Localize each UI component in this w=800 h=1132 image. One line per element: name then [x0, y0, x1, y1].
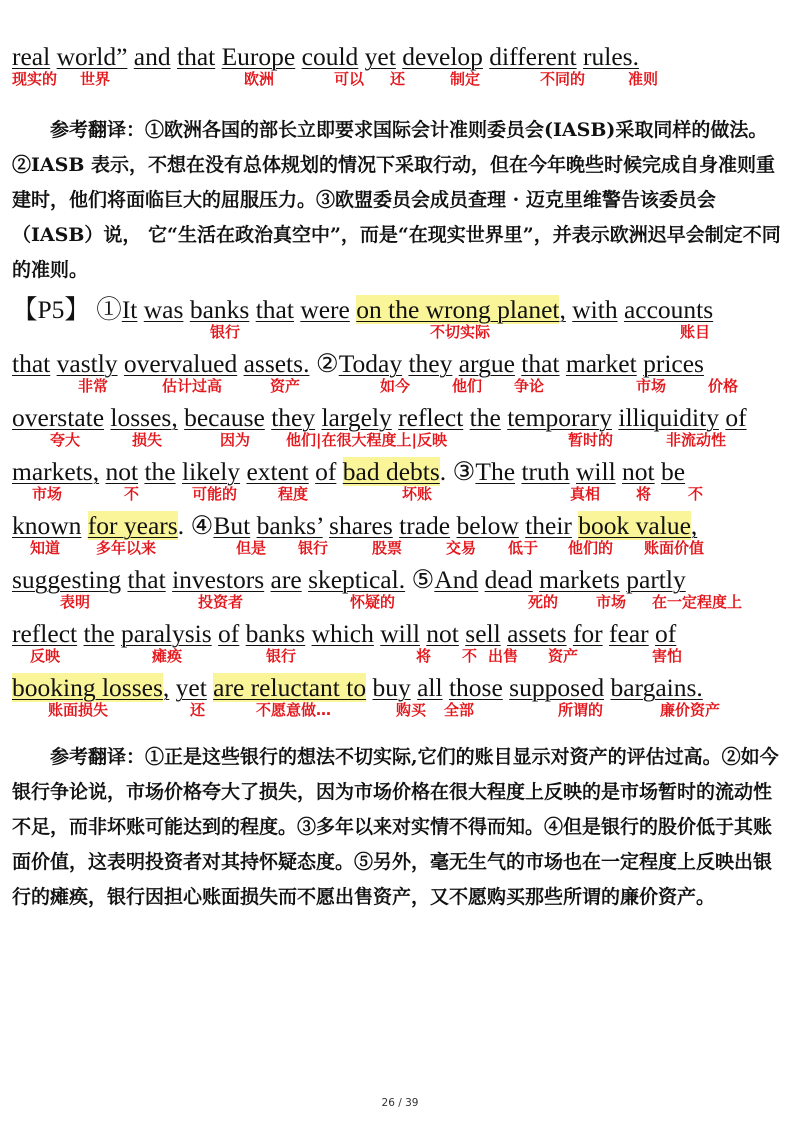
gloss-word: 银行	[298, 539, 329, 557]
gloss-word: 但是	[236, 539, 267, 557]
gloss-word: 还	[390, 70, 406, 88]
gloss-word: 他们|在很大程度上|反映	[286, 431, 447, 449]
gloss-word: 不愿意做…	[256, 701, 332, 719]
english-word: vastly	[56, 349, 118, 378]
english-word: all	[417, 673, 443, 702]
gloss-word: 资产	[270, 377, 301, 395]
english-word: temporary	[507, 403, 612, 432]
gloss-word: 市场	[32, 485, 63, 503]
gloss-word: 将	[416, 647, 432, 665]
text-fragment	[336, 457, 342, 486]
gloss-word: 全部	[444, 701, 475, 719]
gloss-word: 制定	[450, 70, 481, 88]
gloss-word: 将	[636, 485, 652, 503]
chinese-gloss-row	[12, 483, 792, 507]
english-word: were	[300, 295, 350, 324]
gloss-word: 准则	[628, 70, 659, 88]
english-word: rules.	[583, 42, 639, 71]
gloss-word: 市场	[636, 377, 667, 395]
english-word: which	[311, 619, 374, 648]
text-fragment	[81, 511, 87, 540]
english-word: yet	[175, 673, 207, 702]
english-word: banks	[245, 619, 306, 648]
english-word: overvalued	[123, 349, 238, 378]
gloss-word: 争论	[514, 377, 545, 395]
reference-translation-1: 参考翻译：①欧洲各国的部长立即要求国际会计准则委员会(IASB)采取同样的做法。②IASB 表示，不想在没有总体规划的情况下采取行动，但在今年晚些时候完成自身准则重建时，他们将面临巨大的屈服压力。③欧盟委员会成员查理 · 迈克里维警告该委员会（IASB）说， 它“生活在政治真空中”，而是“在现实世界里”，并表示欧洲迟早会制定不同的准则。	[12, 119, 781, 281]
gloss-word: 如今	[380, 377, 411, 395]
english-word: ,	[690, 511, 698, 540]
page-number: 26 / 39	[381, 1097, 419, 1109]
gloss-word: 真相	[570, 485, 601, 503]
english-word: banks’	[256, 511, 323, 540]
gloss-word: 损失	[132, 431, 163, 449]
english-word: fear	[609, 619, 649, 648]
english-word: assets.	[243, 349, 310, 378]
gloss-word: 不	[462, 647, 478, 665]
gloss-word: 廉价资产	[660, 701, 721, 719]
english-word: for	[572, 619, 603, 648]
english-word: skeptical.	[308, 565, 406, 594]
english-word: dead	[484, 565, 533, 594]
english-word: sell	[465, 619, 501, 648]
english-word: that	[127, 565, 166, 594]
english-word: banks	[189, 295, 250, 324]
english-word: shares	[329, 511, 393, 540]
highlighted-phrase: are reluctant to	[213, 673, 367, 702]
gloss-word: 他们的	[568, 539, 614, 557]
english-word: Today	[338, 349, 403, 378]
gloss-word: 非常	[78, 377, 109, 395]
highlighted-phrase: on the wrong planet	[356, 295, 560, 324]
english-word: of	[218, 619, 240, 648]
chinese-gloss-row	[12, 537, 792, 561]
gloss-word: 多年以来	[96, 539, 157, 557]
english-word: partly	[626, 565, 686, 594]
english-word: assets	[507, 619, 567, 648]
text-fragment: .	[177, 511, 185, 540]
reference-translation-2: 参考翻译：①正是这些银行的想法不切实际,它们的账目显示对资产的评估过高。②如今银行争论说，市场价格夸大了损失，因为市场价格在很大程度上反映的是市场暂时的流动性不足，而非坏账可能达到的程度。③多年以来对实情不得而知。④但是银行的股价低于其账面价值，这表明投资者对其持怀疑态度。⑤另外，毫无生气的市场也在一定程度上反映出银行的瘫痪，银行因担心账面损失而不愿出售资产，又不愿购买那些所谓的廉价资产。	[12, 746, 779, 908]
english-word: paralysis	[121, 619, 212, 648]
english-word: bargains.	[610, 673, 703, 702]
text-fragment: ④	[184, 511, 214, 540]
english-word: reflect	[12, 619, 78, 648]
english-word: prices	[643, 349, 704, 378]
english-word: But	[213, 511, 251, 540]
english-word: ,	[559, 295, 566, 324]
english-word: buy	[372, 673, 411, 702]
english-word: will	[380, 619, 420, 648]
english-word: The	[475, 457, 516, 486]
gloss-word: 因为	[220, 431, 251, 449]
english-word: suggesting	[12, 565, 122, 594]
chinese-gloss-row	[12, 321, 792, 345]
english-word: be	[661, 457, 686, 486]
english-word: markets,	[12, 457, 100, 486]
english-word: ,	[162, 673, 170, 702]
english-word: those	[448, 673, 503, 702]
english-word: they	[271, 403, 316, 432]
english-word: world”	[56, 42, 128, 71]
english-word: could	[301, 42, 359, 71]
english-word: that	[255, 295, 294, 324]
english-word: the	[144, 457, 176, 486]
english-word: not	[426, 619, 459, 648]
gloss-word: 夸大	[50, 431, 81, 449]
gloss-word: 不	[688, 485, 704, 503]
highlighted-phrase: for years	[87, 511, 178, 540]
english-word: losses,	[110, 403, 178, 432]
highlighted-phrase: book value	[578, 511, 691, 540]
gloss-word: 购买	[396, 701, 427, 719]
english-word: investors	[172, 565, 265, 594]
gloss-word: 银行	[266, 647, 297, 665]
text-fragment: ⑤	[405, 565, 435, 594]
english-word: develop	[402, 42, 483, 71]
gloss-word: 世界	[80, 70, 111, 88]
gloss-word: 不	[124, 485, 140, 503]
english-word: markets	[539, 565, 620, 594]
gloss-word: 所谓的	[558, 701, 604, 719]
gloss-word: 暂时的	[568, 431, 614, 449]
gloss-word: 反映	[30, 647, 61, 665]
english-word: likely	[181, 457, 241, 486]
gloss-word: 账面损失	[48, 701, 109, 719]
english-word: different	[489, 42, 577, 71]
english-word: overstate	[12, 403, 105, 432]
gloss-word: 现实的	[12, 70, 58, 88]
chinese-gloss-row	[12, 375, 792, 399]
english-word: supposed	[509, 673, 605, 702]
chinese-gloss-row	[12, 429, 792, 453]
chinese-gloss-row	[12, 645, 792, 669]
english-word: reflect	[398, 403, 464, 432]
text-fragment: 【P5】 ①	[12, 295, 122, 324]
english-word: real	[12, 42, 51, 71]
english-word: not	[105, 457, 139, 486]
english-word: and	[133, 42, 171, 71]
english-word: are	[270, 565, 302, 594]
chinese-gloss-row	[12, 591, 792, 615]
gloss-word: 表明	[60, 593, 91, 611]
gloss-word: 死的	[528, 593, 559, 611]
english-word: that	[12, 349, 51, 378]
english-word: was	[143, 295, 184, 324]
english-word: Europe	[221, 42, 296, 71]
english-word: the	[83, 619, 115, 648]
text-fragment: ③	[446, 457, 476, 486]
english-word: of	[655, 619, 677, 648]
gloss-word: 怀疑的	[350, 593, 396, 611]
gloss-word: 他们	[452, 377, 483, 395]
gloss-word: 程度	[278, 485, 309, 503]
gloss-word: 知道	[30, 539, 61, 557]
english-word: illiquidity	[618, 403, 719, 432]
chinese-gloss-row	[12, 699, 792, 723]
english-word: largely	[321, 403, 392, 432]
gloss-word: 瘫痪	[152, 647, 183, 665]
english-word: known	[12, 511, 82, 540]
chinese-gloss-row	[12, 68, 792, 92]
gloss-word: 市场	[596, 593, 627, 611]
english-word: trade	[399, 511, 451, 540]
gloss-word: 害怕	[652, 647, 683, 665]
gloss-word: 还	[190, 701, 206, 719]
english-word: extent	[246, 457, 309, 486]
gloss-word: 账目	[680, 323, 711, 341]
english-word: It	[121, 295, 138, 324]
english-word: of	[725, 403, 747, 432]
english-word: not	[622, 457, 655, 486]
english-word: market	[565, 349, 637, 378]
gloss-word: 股票	[372, 539, 403, 557]
gloss-word: 投资者	[198, 593, 244, 611]
gloss-word: 坏账	[402, 485, 433, 503]
gloss-word: 价格	[708, 377, 739, 395]
gloss-word: 估计过高	[162, 377, 223, 395]
gloss-word: 可能的	[192, 485, 238, 503]
gloss-word: 账面价值	[644, 539, 705, 557]
english-word: because	[184, 403, 265, 432]
english-word: of	[315, 457, 337, 486]
gloss-word: 出售	[488, 647, 519, 665]
text-fragment: .	[439, 457, 447, 486]
english-word: that	[176, 42, 216, 71]
gloss-word: 不同的	[540, 70, 586, 88]
english-word: with	[572, 295, 618, 324]
english-word: truth	[521, 457, 570, 486]
english-word: their	[525, 511, 572, 540]
gloss-word: 不切实际	[430, 323, 491, 341]
gloss-word: 非流动性	[666, 431, 727, 449]
gloss-word: 交易	[446, 539, 477, 557]
gloss-word: 欧洲	[244, 70, 275, 88]
english-word: And	[434, 565, 479, 594]
gloss-word: 在一定程度上	[652, 593, 743, 611]
highlighted-phrase: booking losses	[12, 673, 163, 702]
english-word: will	[575, 457, 616, 486]
english-word: accounts	[623, 295, 714, 324]
english-word: the	[469, 403, 501, 432]
highlighted-phrase: bad debts	[342, 457, 440, 486]
gloss-word: 可以	[334, 70, 365, 88]
text-fragment: ②	[309, 349, 339, 378]
gloss-word: 银行	[210, 323, 241, 341]
english-word: they	[408, 349, 453, 378]
english-word: argue	[458, 349, 515, 378]
english-word: yet	[364, 42, 396, 71]
english-word: below	[456, 511, 519, 540]
english-word: that	[521, 349, 560, 378]
gloss-word: 低于	[508, 539, 539, 557]
gloss-word: 资产	[548, 647, 579, 665]
